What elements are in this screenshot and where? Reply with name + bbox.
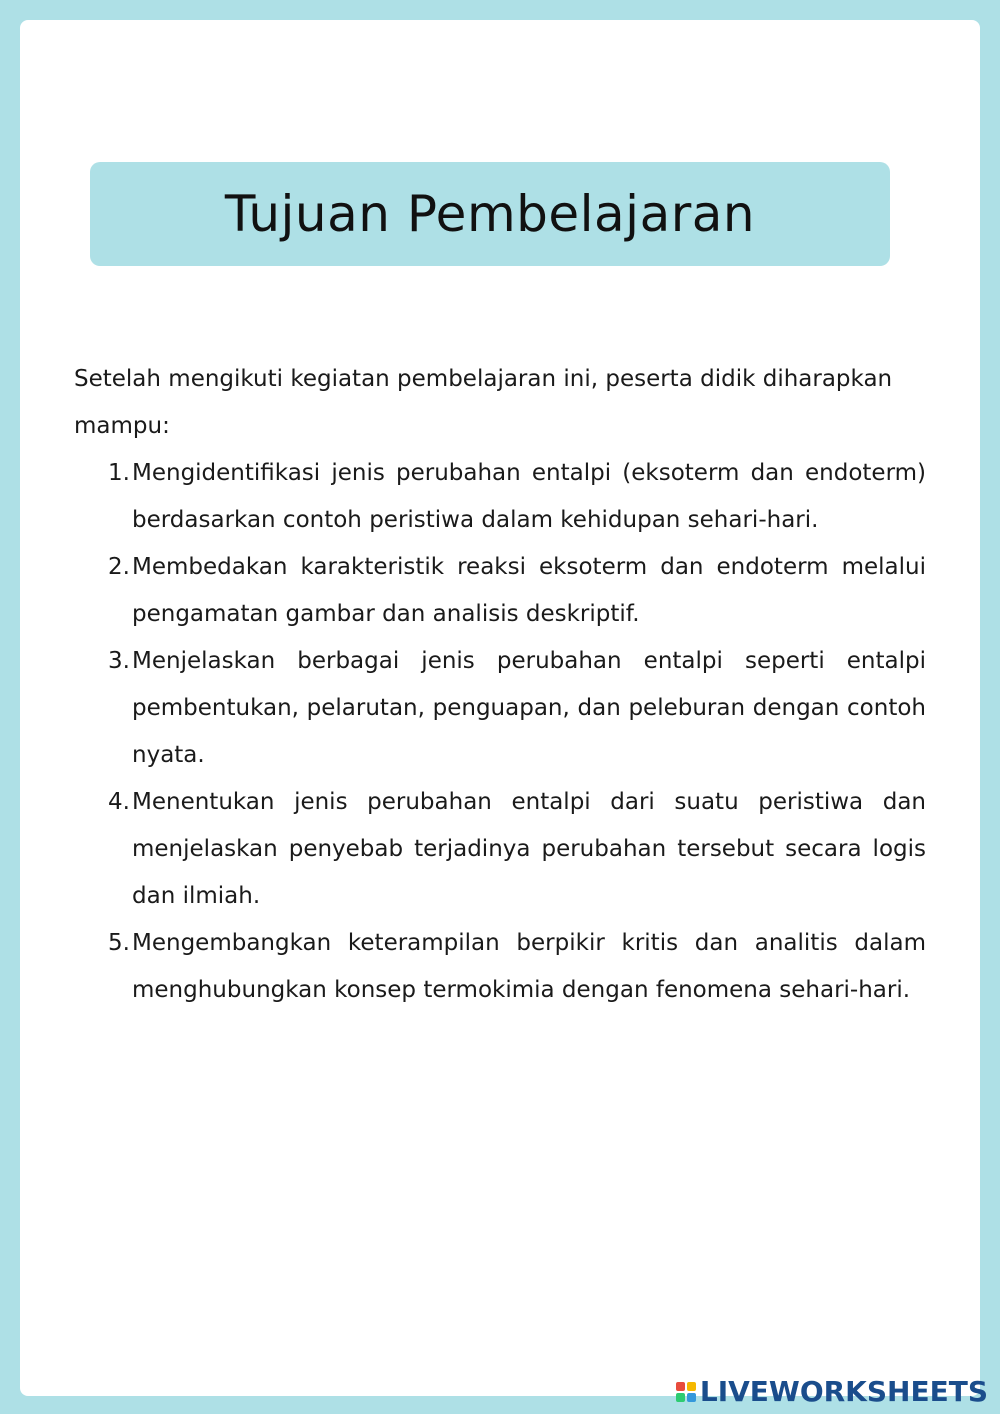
objective-number: 5. (108, 930, 130, 956)
objective-text: Mengembangkan keterampilan berpikir kritis dan analitis dalam menghubungkan konsep termokimia dengan fenomena sehari-hari. (132, 930, 926, 1003)
objective-text: Mengidentifikasi jenis perubahan entalpi (eksoterm dan endoterm) berdasarkan contoh peristiwa dalam kehidupan sehari-hari. (132, 460, 926, 533)
logo-square (676, 1393, 685, 1402)
objective-number: 4. (108, 789, 130, 815)
title-banner (90, 162, 890, 266)
objective-item (74, 544, 926, 638)
objective-text: Menjelaskan berbagai jenis perubahan entalpi seperti entalpi pembentukan, pelarutan, penguapan, dan peleburan dengan contoh nyata. (132, 648, 926, 768)
worksheet-page (20, 20, 980, 1396)
intro-text: Setelah mengikuti kegiatan pembelajaran ini, peserta didik diharapkan mampu: (74, 366, 893, 439)
brand-name: LIVEWORKSHEETS (699, 1375, 988, 1408)
objective-number: 1. (108, 460, 130, 486)
objective-item (74, 638, 926, 779)
objectives-list (74, 450, 926, 1014)
logo-square (687, 1382, 696, 1391)
learning-objectives-section (74, 356, 926, 1014)
objective-text: Membedakan karakteristik reaksi eksoterm dan endoterm melalui pengamatan gambar dan analisis deskriptif. (132, 554, 926, 627)
objective-number: 3. (108, 648, 130, 674)
objective-item (74, 920, 926, 1014)
objective-item (74, 779, 926, 920)
logo-square (687, 1393, 696, 1402)
objective-number: 2. (108, 554, 130, 580)
liveworksheets-brand (676, 1375, 988, 1408)
page-title: Tujuan Pembelajaran (224, 185, 756, 243)
objective-text: Menentukan jenis perubahan entalpi dari suatu peristiwa dan menjelaskan penyebab terjadinya perubahan tersebut secara logis dan ilmiah. (132, 789, 926, 909)
logo-square (676, 1382, 685, 1391)
liveworksheets-logo-icon (676, 1382, 696, 1402)
objective-item (74, 450, 926, 544)
